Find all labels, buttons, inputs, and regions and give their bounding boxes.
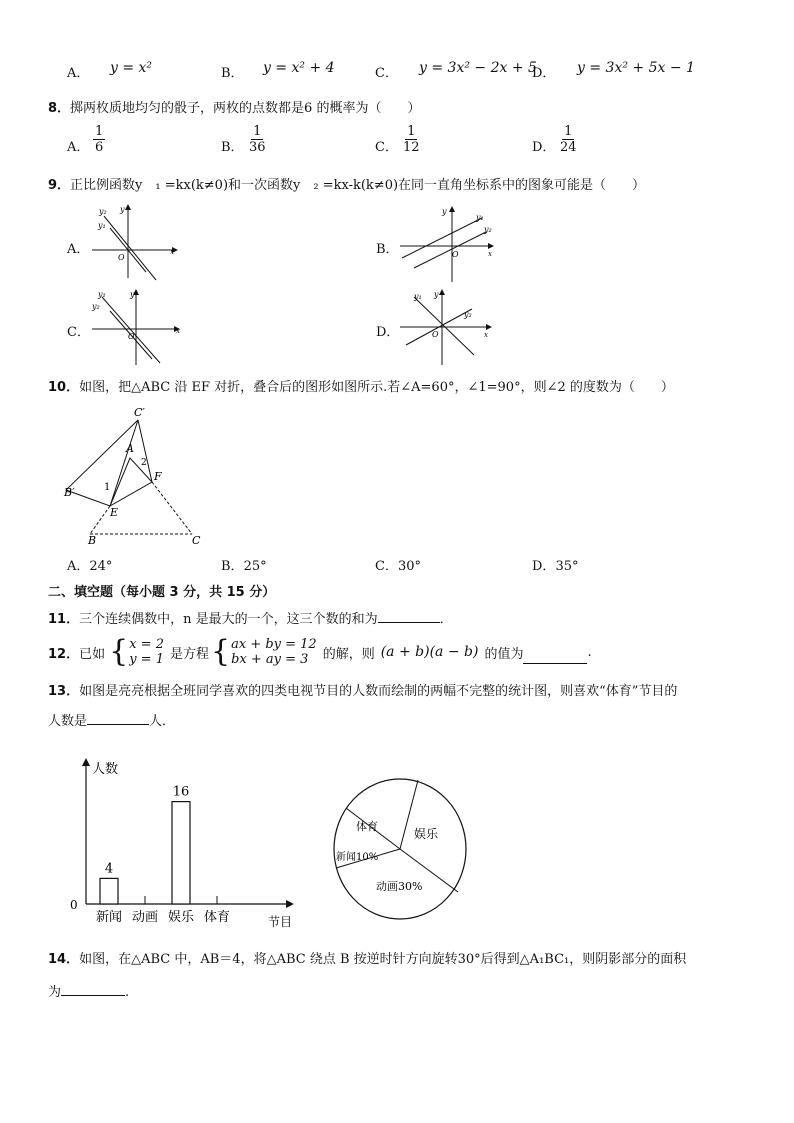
bar-chart-x-label: 节目 xyxy=(268,915,293,929)
bar-2 xyxy=(172,802,190,904)
q9-c-y2-label: y₂ xyxy=(92,302,100,311)
q12-mid: 是方程 xyxy=(169,646,209,662)
q12-stem: 12． 已如 { x = 2 y = 1 是方程 { ax + by = 12 bx + ay = 3 的解，则 (a + b)(a − b) 的值为 . xyxy=(48,634,592,669)
q9-c-x-label: x xyxy=(176,327,180,335)
q9-a-y-label: y xyxy=(120,205,125,214)
q13-answer-blank[interactable] xyxy=(87,712,149,725)
q8-option-b-fraction: $\frac{1}{36}$ xyxy=(249,124,266,155)
bar-0 xyxy=(100,878,118,904)
q10-label-angle1: 1 xyxy=(104,482,111,493)
q9-b-x-label: x xyxy=(488,250,492,258)
q9-d-y2-label: y₂ xyxy=(464,310,472,319)
q10-option-d: D．35° xyxy=(532,559,579,574)
q13-bar-chart xyxy=(68,754,308,932)
q7-option-b-label: B． xyxy=(221,66,244,81)
q8-option-a-fraction: $\frac{1}{6}$ xyxy=(95,124,104,155)
q10-label-f: F xyxy=(154,470,162,483)
q9-d-x-label: x xyxy=(484,331,488,339)
pie-slice-label-animation: 动画30% xyxy=(376,880,423,893)
q12-number: 12． xyxy=(48,646,80,662)
q9-a-y1-label: y₁ xyxy=(98,221,106,230)
q12-pre: 已如 xyxy=(79,646,106,662)
q12-post: 的解，则 xyxy=(322,646,375,662)
q10-label-a: A xyxy=(126,442,134,455)
q14-answer-blank[interactable] xyxy=(61,983,125,996)
q9-d-y1-label: y₁ xyxy=(414,292,422,301)
q14-stem-line1: 14．如图，在△ABC 中，AB＝4，将△ABC 绕点 B 按逆时针方向旋转30°后得到△A₁BC₁，则阴影部分的面积 xyxy=(48,952,687,967)
q11-answer-blank[interactable] xyxy=(378,610,440,623)
q14-number: 14． xyxy=(48,952,80,967)
q12-expression: (a + b)(a − b) xyxy=(380,644,479,660)
q10-label-b-prime: B′ xyxy=(64,486,75,499)
q10-option-c: C．30° xyxy=(375,559,421,574)
q10-label-c-prime: C′ xyxy=(134,406,145,419)
q10-label-b: B xyxy=(88,534,97,546)
q9-a-x-label: x xyxy=(170,248,174,256)
q12-tail: 的值为 xyxy=(484,646,524,662)
q7-option-c-label: C． xyxy=(375,66,398,81)
q10-text: 如图，把△ABC 沿 EF 对折，叠合后的图形如图所示.若∠A=60°，∠1=90°，则∠2 的度数为（ ） xyxy=(79,380,674,395)
q10-label-angle2: 2 xyxy=(141,458,147,468)
pie-slice-label-entertainment: 娱乐 xyxy=(414,827,439,841)
q10-number: 10． xyxy=(48,380,80,395)
q9-option-a-label: A． xyxy=(67,242,90,257)
bar-category-label-2: 娱乐 xyxy=(167,910,195,925)
q13-number: 13． xyxy=(48,684,80,699)
q9-graph-a xyxy=(90,202,180,282)
q8-stem xyxy=(48,97,420,116)
q9-d-o-label: O xyxy=(432,330,439,339)
q9-c-y-label: y xyxy=(130,290,135,299)
q9-stem xyxy=(48,174,645,193)
q8-option-c-fraction: $\frac{1}{12}$ xyxy=(403,124,420,155)
q9-number: 9． xyxy=(48,178,71,193)
q10-option-a: A．24° xyxy=(67,559,113,574)
q12-system-2: { ax + by = 12 bx + ay = 3 xyxy=(211,634,317,669)
q7-option-d-expr: y = 3x² + 5x − 1 xyxy=(577,60,695,76)
q9-option-d-label: D． xyxy=(376,325,400,340)
q8-text: 掷两枚质地均匀的骰子，两枚的点数都是6 的概率为（ ） xyxy=(70,101,421,116)
q8-number: 8． xyxy=(48,101,71,116)
q9-a-y2-label: y₂ xyxy=(99,207,107,216)
pie-slice-label-sports: 体育 xyxy=(356,820,378,833)
q8-option-a-label: A． xyxy=(67,140,90,155)
q8-option-c-label: C． xyxy=(375,140,398,155)
q9-c-y1-label: y₁ xyxy=(98,290,106,299)
q12-answer-blank[interactable] xyxy=(523,651,587,664)
q10-options xyxy=(67,555,787,573)
q9-graph-b xyxy=(400,204,495,284)
bar-category-label-0: 新闻 xyxy=(95,910,123,925)
q11-number: 11． xyxy=(48,612,80,627)
bar-category-label-3: 体育 xyxy=(203,910,231,925)
q10-label-e: E xyxy=(110,506,119,519)
q9-d-y-label: y xyxy=(434,290,439,299)
q7-option-a-label: A． xyxy=(67,66,90,81)
q9-b-y-label: y xyxy=(442,207,447,216)
q8-option-b-label: B． xyxy=(221,140,244,155)
bar-data-label-2: 16 xyxy=(172,784,190,800)
q9-a-o-label: O xyxy=(118,253,125,262)
bar-chart-y-label: 人数 xyxy=(92,762,119,777)
q7-option-c-expr: y = 3x² − 2x + 5 xyxy=(419,60,537,76)
bar-category-label-1: 动画 xyxy=(131,910,159,925)
q7-options xyxy=(67,60,787,80)
q11-stem: 11．三个连续偶数中，n 是最大的一个，这三个数的和为 ． xyxy=(48,612,453,627)
q10-label-c: C xyxy=(192,534,201,546)
section-2-heading: 二、填空题（每小题 3 分，共 15 分） xyxy=(48,585,276,600)
q13-pie-chart xyxy=(330,772,470,922)
q10-figure xyxy=(62,402,212,546)
q9-b-o-label: O xyxy=(452,250,459,259)
q12-system-1: { x = 2 y = 1 xyxy=(109,634,164,669)
q9-option-b-label: B． xyxy=(376,242,399,257)
q7-option-a-expr: y = x² xyxy=(110,60,153,76)
q9-graph-d xyxy=(400,287,495,367)
q9-b-y1-label: y₁ xyxy=(476,213,484,222)
bar-chart-origin: 0 xyxy=(70,898,78,912)
q9-graph-c xyxy=(90,287,185,367)
q8-options xyxy=(67,124,787,164)
q11-text: 三个连续偶数中，n 是最大的一个，这三个数的和为 xyxy=(79,612,378,627)
q7-option-b-expr: y = x² + 4 xyxy=(263,60,335,76)
q9-b-y2-label: y₂ xyxy=(484,225,492,234)
q13-stem-line2: 人数是 人． xyxy=(48,714,176,729)
q8-option-d-label: D． xyxy=(532,140,556,155)
q7-option-d-label: D． xyxy=(532,66,556,81)
q9-c-o-label: O xyxy=(128,332,135,341)
q14-stem-line2: 为 . xyxy=(48,985,130,1000)
q9-option-c-label: C． xyxy=(67,325,90,340)
q13-stem-line1: 13．如图是亮亮根据全班同学喜欢的四类电视节目的人数而绘制的两幅不完整的统计图，则喜欢“体育”节目的 xyxy=(48,684,678,699)
q10-stem xyxy=(48,376,674,395)
q10-option-b: B．25° xyxy=(221,559,267,574)
q8-option-d-fraction: $\frac{1}{24}$ xyxy=(560,124,577,155)
q9-text: 正比例函数y ₁ =kx(k≠0)和一次函数y ₂ =kx-k(k≠0)在同一直角坐标系中的图象可能是（ ） xyxy=(70,178,646,193)
bar-data-label-0: 4 xyxy=(104,861,114,877)
pie-slice-label-news: 新闻10% xyxy=(336,852,379,863)
